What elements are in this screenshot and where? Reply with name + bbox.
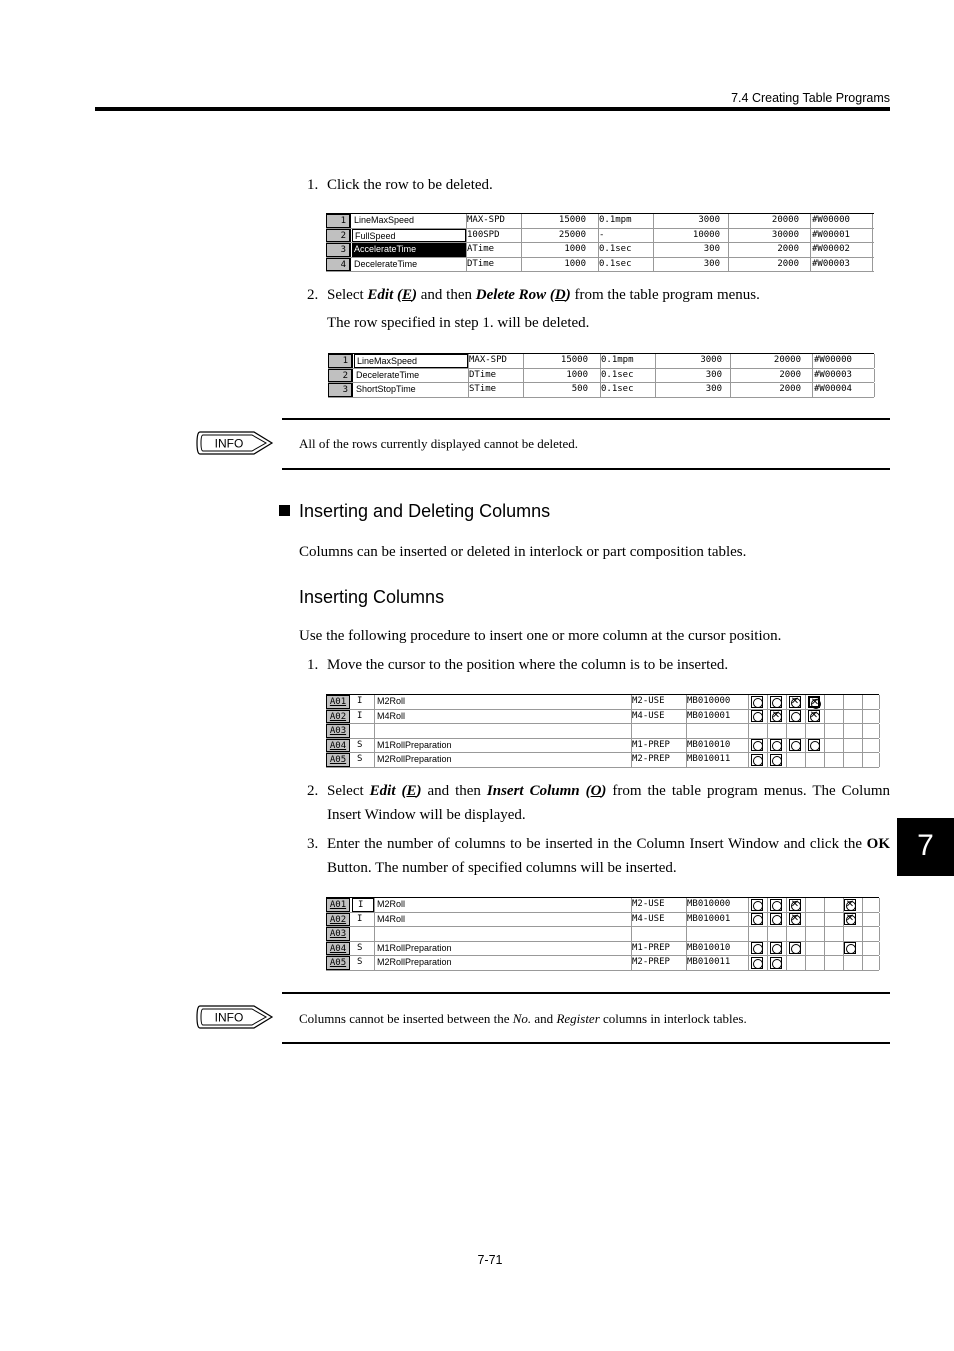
- crossed-circle-mark-icon[interactable]: [844, 913, 856, 925]
- table-row[interactable]: [326, 753, 879, 768]
- grid-line: [748, 898, 749, 912]
- info-icon: [196, 1004, 274, 1030]
- comment-cell[interactable]: ShortStopTime: [356, 384, 416, 394]
- grid-line: [748, 753, 749, 767]
- lower-limit-cell[interactable]: 3000: [700, 355, 722, 365]
- grid-line: [862, 942, 863, 956]
- unit-cell[interactable]: 0.1sec: [601, 369, 634, 380]
- grid-line: [843, 710, 844, 724]
- table-row[interactable]: [326, 927, 879, 942]
- grid-line: [805, 956, 806, 970]
- grid-line: [862, 724, 863, 738]
- grid-line: [786, 898, 787, 912]
- row-id-label: A01: [329, 697, 347, 707]
- grid-line: [812, 383, 813, 397]
- register-cell[interactable]: MB010010: [687, 942, 731, 953]
- register-cell[interactable]: MB010000: [687, 899, 731, 909]
- step-delete-1: [307, 173, 890, 197]
- table-row[interactable]: [328, 354, 874, 369]
- grid-line: [786, 710, 787, 724]
- grid-line: [872, 229, 873, 243]
- row-id[interactable]: [326, 898, 350, 912]
- grid-line: [805, 710, 806, 724]
- symbol-cell[interactable]: M1-PREP: [632, 942, 670, 953]
- type-cell[interactable]: I: [357, 710, 363, 721]
- table-row[interactable]: [326, 724, 879, 739]
- register-cell[interactable]: [687, 724, 748, 738]
- step-number: 1.: [307, 657, 319, 673]
- symbol-cell[interactable]: [632, 724, 686, 738]
- grid-line: [748, 724, 749, 738]
- crossed-circle-mark-icon[interactable]: [770, 710, 782, 722]
- grid-line: [767, 898, 768, 912]
- grid-line: [824, 942, 825, 956]
- row-id[interactable]: [326, 695, 350, 709]
- symbol-cell[interactable]: ATime: [467, 244, 495, 254]
- row-id-label: A01: [329, 900, 347, 910]
- register-cell[interactable]: #W00003: [814, 369, 852, 380]
- step-delete-2: [307, 283, 890, 307]
- grid-line: [805, 927, 806, 941]
- grid-line: [805, 724, 806, 738]
- grid-line: [805, 739, 806, 753]
- register-cell[interactable]: #W00004: [814, 384, 852, 394]
- row-id-label: A05: [329, 755, 347, 765]
- info-note: Columns cannot be inserted between the No. and Register columns in interlock tables.: [299, 1011, 747, 1026]
- comment-cell[interactable]: M2Roll: [377, 696, 406, 706]
- comment-cell[interactable]: M1RollPreparation: [377, 739, 452, 750]
- grid-line: [824, 739, 825, 753]
- table-row[interactable]: [326, 913, 879, 928]
- symbol-cell[interactable]: M1-PREP: [632, 739, 670, 750]
- step-number: 2.: [307, 287, 319, 303]
- grid-line: [872, 243, 873, 257]
- row-number[interactable]: 1: [326, 214, 351, 228]
- grid-line: [879, 710, 880, 724]
- info-icon: [196, 430, 274, 456]
- info-bottom-rule: [282, 468, 890, 470]
- upper-limit-cell[interactable]: 20000: [773, 355, 801, 365]
- step-number: 3.: [307, 836, 319, 852]
- type-cell[interactable]: I: [352, 898, 374, 912]
- grid-line: [767, 753, 768, 767]
- unit-cell[interactable]: 0.1mpm: [599, 215, 632, 225]
- row-number[interactable]: 4: [326, 258, 351, 272]
- circle-mark-icon[interactable]: [751, 899, 763, 911]
- register-cell[interactable]: MB010001: [687, 913, 731, 924]
- comment-cell[interactable]: [375, 724, 631, 738]
- symbol-cell[interactable]: MAX-SPD: [469, 355, 507, 365]
- comment-cell[interactable]: M2RollPreparation: [377, 957, 452, 967]
- row-id-label: A03: [329, 929, 347, 939]
- grid-line: [862, 956, 863, 970]
- step-text: Enter the number of columns to be inserted in the Column Insert Window and click the OK Button. The number of specified columns will be inserted.: [327, 836, 890, 876]
- info-top-rule: [282, 418, 890, 420]
- info-label: INFO: [214, 436, 244, 451]
- grid-line: [843, 695, 844, 709]
- table-row[interactable]: [326, 695, 879, 710]
- register-cell[interactable]: MB010010: [687, 739, 731, 750]
- table-row[interactable]: [326, 739, 879, 754]
- unit-cell[interactable]: 0.1mpm: [601, 355, 634, 365]
- grid-line: [874, 354, 875, 368]
- grid-line: [824, 710, 825, 724]
- register-cell[interactable]: #W00002: [812, 244, 850, 254]
- grid-line: [879, 753, 880, 767]
- symbol-cell[interactable]: [632, 927, 686, 941]
- row-id[interactable]: [326, 739, 350, 753]
- table-row[interactable]: [328, 383, 874, 398]
- grid-line: [786, 956, 787, 970]
- grid-line: [767, 695, 768, 709]
- step-insert-1: [307, 653, 890, 677]
- grid-line: [872, 258, 873, 272]
- register-cell[interactable]: #W00000: [814, 355, 852, 365]
- section-bullet: [279, 505, 290, 516]
- symbol-cell[interactable]: M2-USE: [632, 696, 665, 706]
- table-program-before-delete: [326, 213, 874, 272]
- grid-line: [879, 739, 880, 753]
- row-id-label: A03: [329, 726, 347, 736]
- symbol-cell[interactable]: M4-USE: [632, 710, 665, 721]
- grid-line: [748, 942, 749, 956]
- step-text: Click the row to be deleted.: [327, 177, 493, 193]
- type-cell[interactable]: [352, 724, 374, 738]
- circle-mark-icon[interactable]: [770, 957, 782, 969]
- lower-limit-cell[interactable]: 300: [705, 384, 722, 394]
- info-note: All of the rows currently displayed cannot be deleted.: [299, 436, 579, 451]
- row-id-label: A04: [329, 943, 347, 954]
- grid-line: [824, 956, 825, 970]
- grid-line: [862, 695, 863, 709]
- section-intro: Columns can be inserted or deleted in interlock or part composition tables.: [299, 544, 747, 560]
- table-row[interactable]: [326, 956, 879, 971]
- type-cell[interactable]: [352, 927, 374, 941]
- grid-line: [824, 913, 825, 927]
- row-number[interactable]: 2: [328, 369, 353, 383]
- table-row[interactable]: [326, 243, 874, 258]
- grid-line: [810, 229, 811, 243]
- circle-mark-icon[interactable]: [751, 942, 763, 954]
- upper-limit-cell[interactable]: 2000: [777, 244, 799, 254]
- page-number: 7-71: [477, 1253, 503, 1267]
- comment-cell[interactable]: FullSpeed: [352, 229, 466, 243]
- upper-limit-cell[interactable]: 2000: [779, 384, 801, 394]
- interlock-table-before-insert: [326, 694, 879, 768]
- upper-limit-cell[interactable]: 30000: [771, 229, 799, 240]
- grid-line: [824, 753, 825, 767]
- symbol-cell[interactable]: STime: [469, 384, 497, 394]
- lower-limit-cell[interactable]: 300: [703, 244, 720, 254]
- initial-value-cell[interactable]: 15000: [560, 355, 588, 365]
- step-text: Move the cursor to the position where the column is to be inserted.: [327, 657, 729, 673]
- comment-cell[interactable]: M2Roll: [377, 899, 406, 909]
- grid-line: [812, 354, 813, 368]
- grid-line: [862, 898, 863, 912]
- subsection-intro: Use the following procedure to insert one or more column at the cursor position.: [299, 628, 782, 644]
- grid-line: [748, 927, 749, 941]
- running-header: 7.4 Creating Table Programs: [731, 91, 890, 105]
- info-top-rule: [282, 992, 890, 994]
- symbol-cell[interactable]: M2-PREP: [632, 957, 670, 967]
- register-cell[interactable]: [687, 927, 748, 941]
- grid-line: [879, 927, 880, 941]
- upper-limit-cell[interactable]: 2000: [777, 258, 799, 269]
- circle-mark-icon[interactable]: [770, 899, 782, 911]
- row-number[interactable]: 1: [328, 354, 353, 368]
- grid-line: [767, 956, 768, 970]
- row-id[interactable]: [326, 913, 350, 927]
- crossed-circle-mark-icon[interactable]: [789, 913, 801, 925]
- grid-line: [810, 214, 811, 228]
- grid-line: [872, 214, 873, 228]
- circle-mark-icon[interactable]: [770, 754, 782, 766]
- circle-mark-icon[interactable]: [751, 957, 763, 969]
- chapter-tab: 7: [897, 818, 954, 876]
- row-number[interactable]: 3: [326, 243, 351, 257]
- symbol-cell[interactable]: M4-USE: [632, 913, 665, 924]
- grid-line: [786, 942, 787, 956]
- grid-line: [843, 927, 844, 941]
- grid-line: [812, 369, 813, 383]
- grid-line: [862, 753, 863, 767]
- circle-mark-icon[interactable]: [789, 739, 801, 751]
- row-id-label: A04: [329, 740, 347, 751]
- grid-line: [879, 913, 880, 927]
- circle-mark-icon[interactable]: [751, 710, 763, 722]
- table-row[interactable]: [326, 258, 874, 273]
- upper-limit-cell[interactable]: 2000: [779, 369, 801, 380]
- section-title: Inserting and Deleting Columns: [299, 501, 551, 521]
- grid-line: [862, 710, 863, 724]
- grid-line: [824, 898, 825, 912]
- info-label: INFO: [214, 1010, 244, 1025]
- circle-mark-icon[interactable]: [770, 739, 782, 751]
- circle-mark-icon[interactable]: [770, 696, 782, 708]
- register-cell[interactable]: MB010011: [687, 957, 731, 967]
- table-row[interactable]: [326, 710, 879, 725]
- register-cell[interactable]: MB010011: [687, 754, 731, 764]
- grid-line: [786, 695, 787, 709]
- grid-line: [810, 243, 811, 257]
- grid-line: [810, 258, 811, 272]
- symbol-cell[interactable]: 100SPD: [467, 229, 500, 240]
- grid-line: [824, 724, 825, 738]
- table-row[interactable]: [326, 229, 874, 244]
- unit-cell[interactable]: 0.1sec: [601, 384, 634, 394]
- row-id[interactable]: [326, 942, 350, 956]
- subsection-title: Inserting Columns: [299, 587, 445, 607]
- table-row[interactable]: [326, 898, 879, 913]
- row-id[interactable]: [326, 956, 350, 970]
- circle-mark-icon[interactable]: [751, 754, 763, 766]
- type-cell[interactable]: S: [357, 957, 363, 967]
- circle-mark-icon[interactable]: [770, 913, 782, 925]
- grid-line: [767, 710, 768, 724]
- circle-mark-icon[interactable]: [789, 710, 801, 722]
- grid-line: [748, 739, 749, 753]
- table-row[interactable]: [328, 369, 874, 384]
- comment-cell[interactable]: M1RollPreparation: [377, 942, 452, 953]
- grid-line: [862, 739, 863, 753]
- comment-cell[interactable]: AccelerateTime: [352, 243, 466, 257]
- row-id-label: A02: [329, 914, 347, 925]
- initial-value-cell[interactable]: 1000: [564, 244, 586, 254]
- register-cell[interactable]: #W00001: [812, 229, 850, 240]
- step-number: 1.: [307, 177, 319, 193]
- type-cell[interactable]: S: [357, 942, 363, 953]
- table-row[interactable]: [326, 942, 879, 957]
- symbol-cell[interactable]: DTime: [467, 258, 495, 269]
- grid-line: [843, 753, 844, 767]
- grid-line: [786, 724, 787, 738]
- comment-cell[interactable]: DecelerateTime: [356, 369, 420, 380]
- row-id[interactable]: [326, 927, 350, 941]
- comment-cell[interactable]: LineMaxSpeed: [354, 354, 468, 368]
- crossed-circle-mark-icon[interactable]: [808, 696, 820, 708]
- type-cell[interactable]: I: [357, 696, 363, 706]
- initial-value-cell[interactable]: 500: [571, 384, 588, 394]
- grid-line: [748, 710, 749, 724]
- interlock-table-after-insert: [326, 897, 879, 971]
- table-row[interactable]: [326, 214, 874, 229]
- circle-mark-icon[interactable]: [751, 739, 763, 751]
- grid-line: [748, 695, 749, 709]
- crossed-circle-mark-icon[interactable]: [789, 696, 801, 708]
- initial-value-cell[interactable]: 25000: [558, 229, 586, 240]
- circle-mark-icon[interactable]: [789, 942, 801, 954]
- crossed-circle-mark-icon[interactable]: [808, 710, 820, 722]
- info-bottom-rule: [282, 1042, 890, 1044]
- grid-line: [874, 383, 875, 397]
- register-cell[interactable]: #W00000: [812, 215, 850, 225]
- grid-line: [767, 724, 768, 738]
- row-id[interactable]: [326, 753, 350, 767]
- step-text: Select Edit (E) and then Insert Column (O) from the table program menus. The Column Insert Window will be displayed.: [327, 783, 891, 823]
- unit-cell[interactable]: -: [599, 229, 605, 240]
- comment-cell[interactable]: DecelerateTime: [354, 258, 418, 269]
- register-cell[interactable]: #W00003: [812, 258, 850, 269]
- grid-line: [748, 913, 749, 927]
- grid-line: [786, 753, 787, 767]
- row-number[interactable]: 3: [328, 383, 353, 397]
- grid-line: [786, 739, 787, 753]
- grid-line: [879, 898, 880, 912]
- lower-limit-cell[interactable]: 3000: [698, 215, 720, 225]
- step-insert-2: [307, 779, 890, 827]
- grid-line: [805, 898, 806, 912]
- grid-line: [805, 913, 806, 927]
- grid-line: [843, 724, 844, 738]
- grid-line: [805, 753, 806, 767]
- circle-mark-icon[interactable]: [844, 942, 856, 954]
- grid-line: [824, 927, 825, 941]
- step-delete-2-result: The row specified in step 1. will be deleted.: [327, 315, 590, 331]
- symbol-cell[interactable]: MAX-SPD: [467, 215, 505, 225]
- grid-line: [843, 739, 844, 753]
- initial-value-cell[interactable]: 1000: [564, 258, 586, 269]
- grid-line: [824, 695, 825, 709]
- unit-cell[interactable]: 0.1sec: [599, 258, 632, 269]
- grid-line: [879, 724, 880, 738]
- row-id-label: A02: [329, 711, 347, 722]
- grid-line: [879, 695, 880, 709]
- comment-cell[interactable]: M2RollPreparation: [377, 754, 452, 764]
- grid-line: [767, 927, 768, 941]
- type-cell[interactable]: I: [357, 913, 363, 924]
- grid-line: [862, 927, 863, 941]
- comment-cell[interactable]: [375, 927, 631, 941]
- grid-line: [767, 739, 768, 753]
- grid-line: [748, 956, 749, 970]
- symbol-cell[interactable]: DTime: [469, 369, 497, 380]
- lower-limit-cell[interactable]: 300: [703, 258, 720, 269]
- initial-value-cell[interactable]: 1000: [566, 369, 588, 380]
- crossed-circle-mark-icon[interactable]: [789, 899, 801, 911]
- crossed-circle-mark-icon[interactable]: [844, 899, 856, 911]
- circle-mark-icon[interactable]: [751, 913, 763, 925]
- register-cell[interactable]: MB010000: [687, 696, 731, 706]
- header-rule: [95, 107, 890, 111]
- grid-line: [767, 913, 768, 927]
- initial-value-cell[interactable]: 15000: [558, 215, 586, 225]
- register-cell[interactable]: MB010001: [687, 710, 731, 721]
- grid-line: [767, 942, 768, 956]
- grid-line: [786, 927, 787, 941]
- grid-line: [879, 956, 880, 970]
- comment-cell[interactable]: LineMaxSpeed: [354, 215, 415, 225]
- symbol-cell[interactable]: M2-PREP: [632, 754, 670, 764]
- grid-line: [879, 942, 880, 956]
- row-number[interactable]: 2: [326, 229, 351, 243]
- circle-mark-icon[interactable]: [770, 942, 782, 954]
- lower-limit-cell[interactable]: 10000: [692, 229, 720, 240]
- grid-line: [843, 956, 844, 970]
- upper-limit-cell[interactable]: 20000: [771, 215, 799, 225]
- comment-cell[interactable]: M4Roll: [377, 710, 406, 721]
- type-cell[interactable]: S: [357, 739, 363, 750]
- row-id[interactable]: [326, 724, 350, 738]
- row-id[interactable]: [326, 710, 350, 724]
- circle-mark-icon[interactable]: [751, 696, 763, 708]
- grid-line: [805, 942, 806, 956]
- table-program-after-delete: [328, 353, 874, 398]
- unit-cell[interactable]: 0.1sec: [599, 244, 632, 254]
- grid-line: [805, 695, 806, 709]
- grid-line: [786, 913, 787, 927]
- symbol-cell[interactable]: M2-USE: [632, 899, 665, 909]
- step-insert-3: [307, 832, 890, 880]
- comment-cell[interactable]: M4Roll: [377, 913, 406, 924]
- lower-limit-cell[interactable]: 300: [705, 369, 722, 380]
- type-cell[interactable]: S: [357, 754, 363, 764]
- step-text: Select Edit (E) and then Delete Row (D) from the table program menus.: [327, 287, 760, 303]
- step-number: 2.: [307, 783, 319, 799]
- grid-line: [862, 913, 863, 927]
- circle-mark-icon[interactable]: [808, 739, 820, 751]
- row-id-label: A05: [329, 958, 347, 968]
- grid-line: [874, 369, 875, 383]
